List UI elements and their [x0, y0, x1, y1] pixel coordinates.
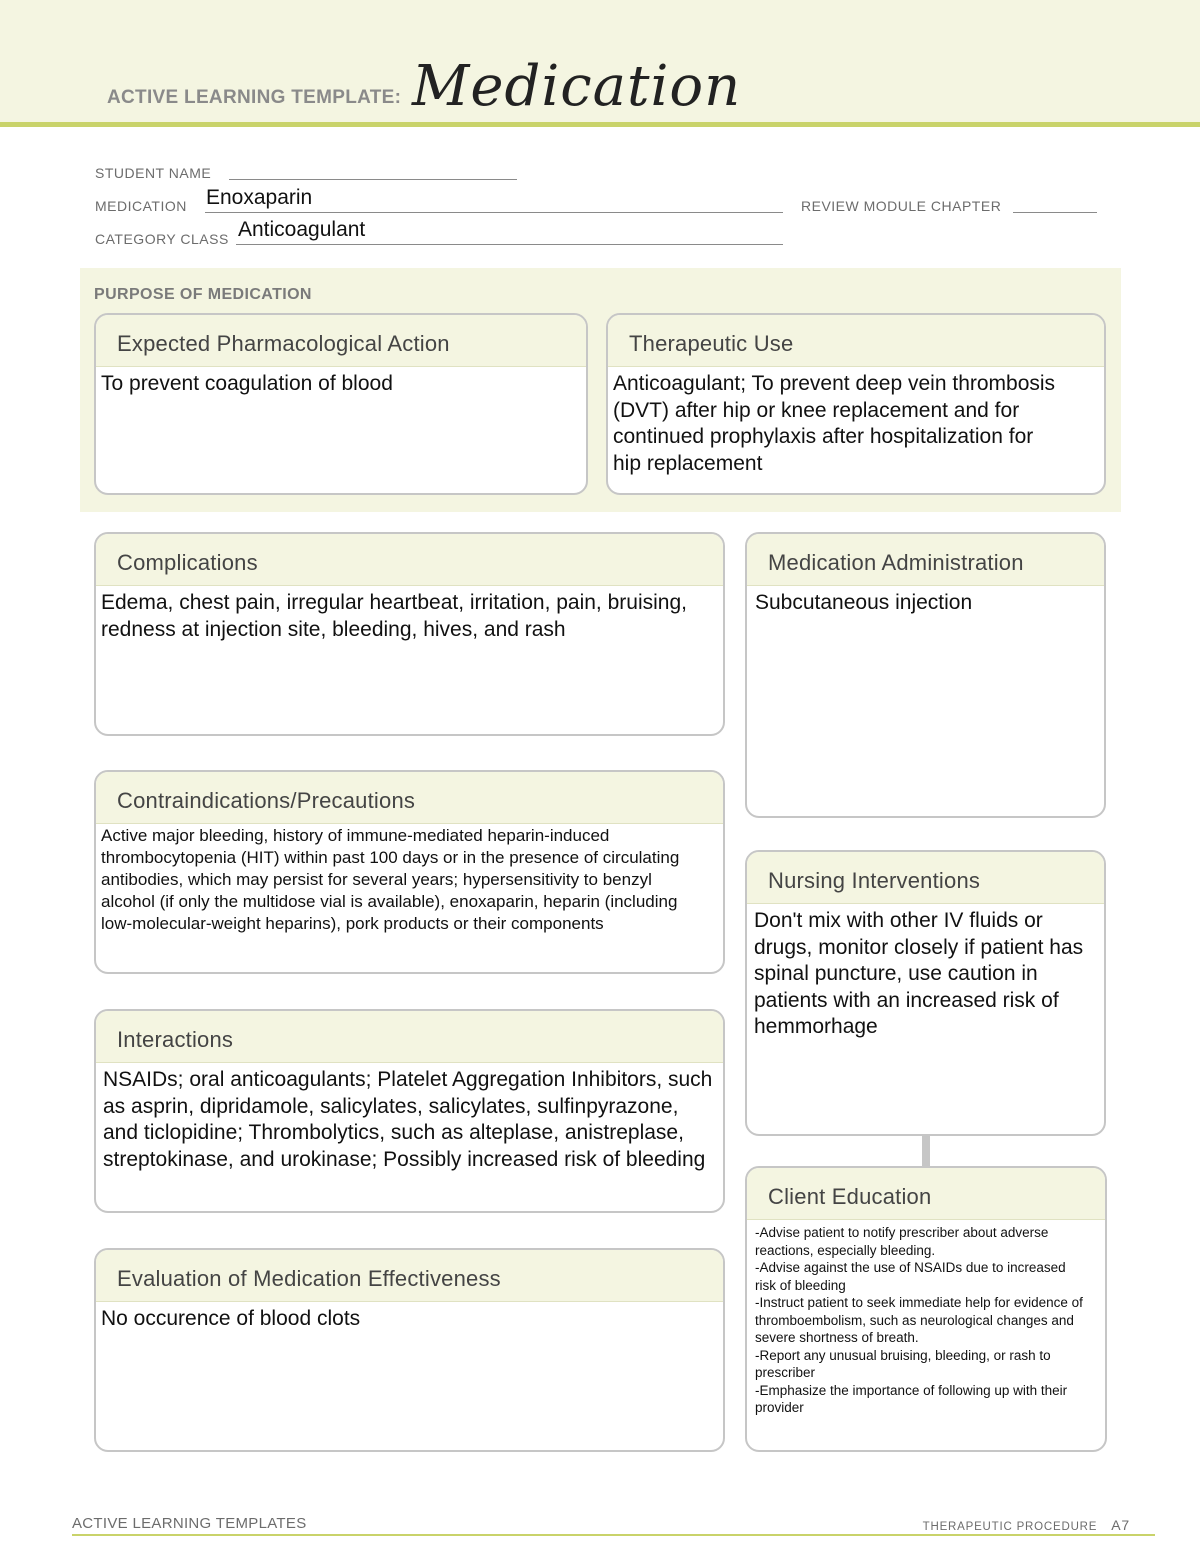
- evaluation-text[interactable]: No occurence of blood clots: [101, 1307, 361, 1330]
- complications-box: [94, 532, 725, 736]
- complications-text[interactable]: Edema, chest pain, irregular heartbeat, irritation, pain, bruising, redness at injection site, bleeding, hives, and rash: [101, 591, 687, 641]
- box-header: [96, 1250, 723, 1302]
- footer-right-text: THERAPEUTIC PROCEDURE: [922, 1521, 1098, 1533]
- medication-value[interactable]: Enoxaparin: [206, 186, 313, 209]
- client-education-list[interactable]: [747, 1220, 1105, 1417]
- client-education-item: -Emphasize the importance of following up with their provider: [755, 1382, 1068, 1415]
- box-header: [96, 772, 723, 824]
- client-education-item: -Instruct patient to seek immediate help for evidence of thromboembolism, such as neurological changes and severe shortness of breath.: [755, 1295, 1083, 1345]
- template-label: ACTIVE LEARNING TEMPLATE:: [107, 87, 402, 108]
- footer-left-text: ACTIVE LEARNING TEMPLATES: [72, 1515, 307, 1532]
- client-education-item: -Advise against the use of NSAIDs due to increased risk of bleeding: [755, 1260, 1066, 1293]
- evaluation-title: Evaluation of Medication Effectiveness: [117, 1266, 501, 1291]
- category-class-label: CATEGORY CLASS: [95, 231, 229, 247]
- category-class-line[interactable]: [236, 244, 783, 245]
- category-class-value[interactable]: Anticoagulant: [238, 218, 366, 241]
- nursing-text[interactable]: Don't mix with other IV fluids or drugs, monitor closely if patient has spinal puncture, use caution in patients with an increased risk of hemmorhage: [754, 909, 1084, 1038]
- footer-rule: [72, 1534, 1155, 1536]
- client-education-box: [745, 1166, 1107, 1452]
- therapeutic-use-box: [606, 313, 1106, 495]
- box-header: [96, 534, 723, 586]
- review-module-line[interactable]: [1013, 212, 1097, 213]
- connector-bar: [922, 1136, 930, 1166]
- contraindications-title: Contraindications/Precautions: [117, 788, 416, 813]
- administration-title: Medication Administration: [768, 550, 1024, 575]
- nursing-box: [745, 850, 1106, 1136]
- expected-action-title: Expected Pharmacological Action: [117, 331, 450, 356]
- complications-title: Complications: [117, 550, 258, 575]
- purpose-title: PURPOSE OF MEDICATION: [94, 286, 312, 303]
- page-number: A7: [1111, 1517, 1130, 1533]
- contraindications-text[interactable]: Active major bleeding, history of immune-mediated heparin-induced thrombocytopenia (HIT) within past 100 days or in the presence of circulating antibodies, which may persist for several years; hypersensitivity to benzyl alcohol (if only the multidose vial is available), enoxaparin, heparin (including low-molecular-weight heparins), pork products or their components: [101, 826, 680, 933]
- contraindications-box: [94, 770, 725, 974]
- box-header: [747, 852, 1104, 904]
- box-header: [96, 315, 586, 367]
- box-header: [747, 534, 1104, 586]
- evaluation-box: [94, 1248, 725, 1452]
- box-header: [747, 1168, 1105, 1220]
- student-name-line[interactable]: [229, 179, 517, 180]
- nursing-title: Nursing Interventions: [768, 868, 981, 893]
- student-name-label: STUDENT NAME: [95, 165, 212, 181]
- expected-action-box: [94, 313, 588, 495]
- client-education-title: Client Education: [768, 1184, 932, 1209]
- review-module-label: REVIEW MODULE CHAPTER: [801, 198, 1002, 214]
- therapeutic-use-title: Therapeutic Use: [629, 331, 794, 356]
- client-education-item: -Advise patient to notify prescriber about adverse reactions, especially bleeding.: [755, 1225, 1049, 1258]
- header-rule: [0, 122, 1200, 127]
- box-header: [96, 1011, 723, 1063]
- therapeutic-use-text[interactable]: Anticoagulant; To prevent deep vein thrombosis (DVT) after hip or knee replacement and for continued prophylaxis after hospitalization for hip replacement: [613, 372, 1056, 475]
- administration-box: [745, 532, 1106, 818]
- interactions-title: Interactions: [117, 1027, 234, 1052]
- medication-line[interactable]: [205, 212, 783, 213]
- footer-right: [923, 1517, 1130, 1533]
- interactions-text[interactable]: NSAIDs; oral anticoagulants; Platelet Aggregation Inhibitors, such as asprin, dipridamole, salicylates, salicylates, sulfinpyrazone, and ticlopidine; Thrombolytics, such as alteplase, anistreplase, streptokinase, and urokinase; Possibly increased risk of bleeding: [103, 1068, 713, 1171]
- expected-action-text[interactable]: To prevent coagulation of blood: [101, 372, 393, 395]
- client-education-item: -Report any unusual bruising, bleeding, or rash to prescriber: [755, 1347, 1051, 1380]
- medication-label: MEDICATION: [95, 198, 187, 214]
- interactions-box: [94, 1009, 725, 1213]
- box-header: [608, 315, 1104, 367]
- administration-text[interactable]: Subcutaneous injection: [755, 591, 973, 614]
- page-title: Medication: [412, 54, 742, 119]
